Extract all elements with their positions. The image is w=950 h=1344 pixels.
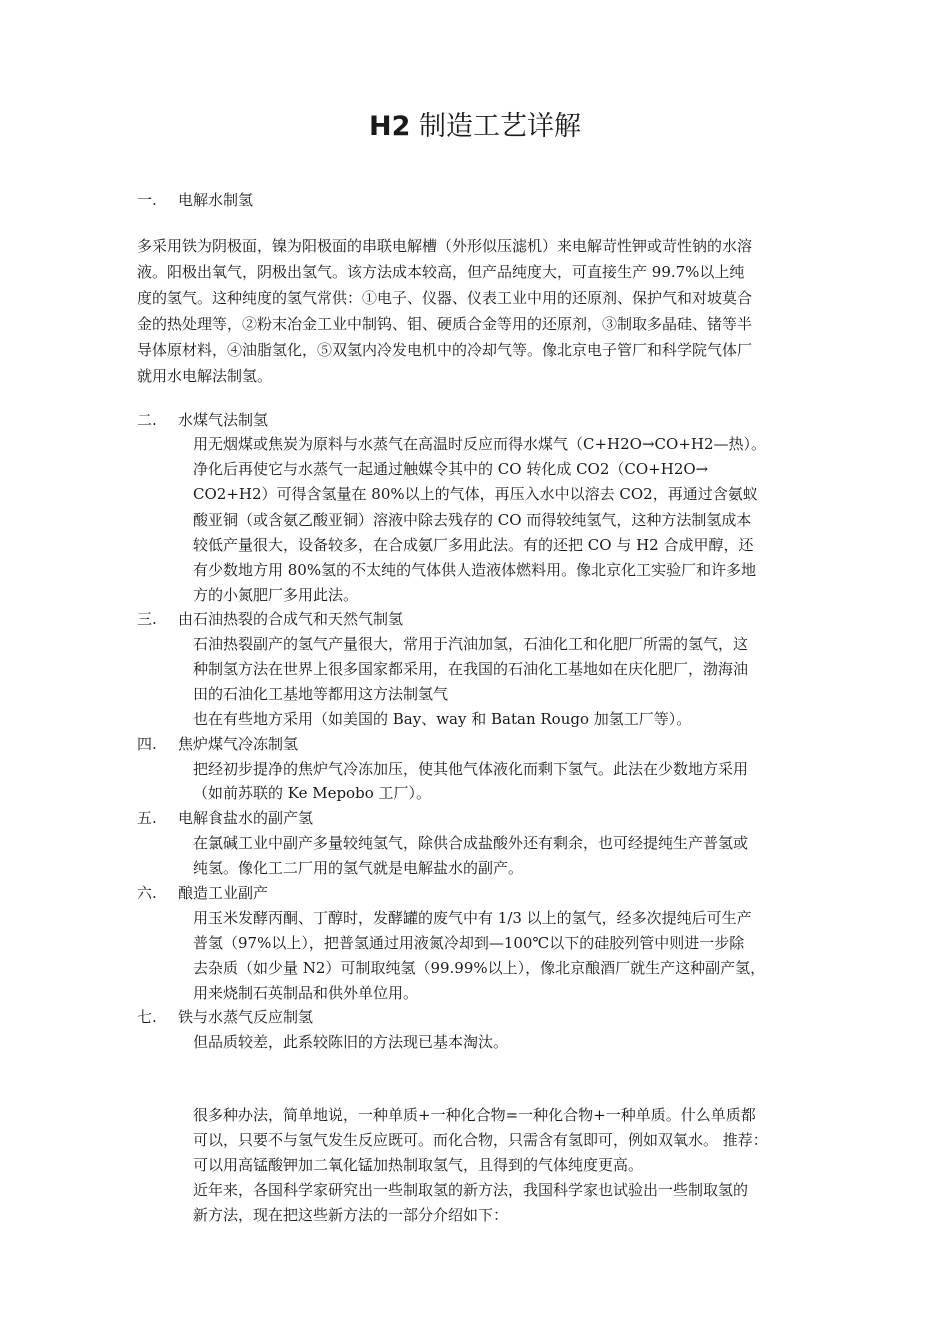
- page-title: [0, 104, 950, 143]
- section-2-line: 酸亚铜（或含氨乙酸亚铜）溶液中除去残存的 CO 而得较纯氢气，这种方法制氢成本: [193, 511, 752, 529]
- section-6-line: 普氢（97%以上），把普氢通过用液氮冷却到—100℃以下的硅胶列管中则进一步除: [193, 934, 745, 952]
- section-2-line: CO2+H2）可得含氢量在 80%以上的气体，再压入水中以溶去 CO2，再通过含氨蚁: [193, 485, 758, 503]
- extra-line: 可以用高锰酸钾加二氧化锰加热制取氢气，且得到的气体纯度更高。: [193, 1156, 644, 1174]
- section-5-heading: 电解食盐水的副产氢: [178, 809, 314, 827]
- section-6-number: 六.: [137, 884, 157, 902]
- extra-line: 近年来，各国科学家研究出一些制取氢的新方法，我国科学家也试验出一些制取氢的: [193, 1181, 749, 1199]
- section-6-line: 用玉米发酵丙酮、丁醇时，发酵罐的废气中有 1/3 以上的氢气，经多次提纯后可生产: [193, 909, 752, 927]
- title-bold: H2: [369, 111, 411, 142]
- section-1-line: 度的氢气。这种纯度的氢气常供：①电子、仪器、仪表工业中用的还原剂、保护气和对坡莫合: [137, 289, 753, 307]
- section-2-line: 有少数地方用 80%氢的不太纯的气体供人造液体燃料用。像北京化工实验厂和许多地: [193, 561, 757, 579]
- section-1-line: 液。阳极出氧气，阴极出氢气。该方法成本较高，但产品纯度大，可直接生产 99.7%以上纯: [137, 263, 745, 281]
- section-1-line: 金的热处理等，②粉末冶金工业中制钨、钼、硬质合金等用的还原剂，③制取多晶硅、锗等半: [137, 315, 753, 333]
- section-5-number: 五.: [137, 809, 157, 827]
- section-1-line: 多采用铁为阴极面，镍为阳极面的串联电解槽（外形似压滤机）来电解苛性钾或苛性钠的水溶: [137, 237, 753, 255]
- section-2-line: 方的小氮肥厂多用此法。: [193, 586, 359, 604]
- section-2-heading: 水煤气法制氢: [178, 411, 269, 429]
- section-7-number: 七.: [137, 1008, 157, 1026]
- section-1-line: 就用水电解法制氢。: [137, 367, 273, 385]
- section-6-line: 用来烧制石英制品和供外单位用。: [193, 984, 419, 1002]
- extra-line: 新方法，现在把这些新方法的一部分介绍如下：: [193, 1206, 509, 1224]
- section-4-number: 四.: [137, 735, 157, 753]
- title-text: 制造工艺详解: [410, 111, 581, 142]
- section-1-heading: 电解水制氢: [178, 191, 254, 209]
- section-4-line: （如前苏联的 Ke Mepobo 工厂）。: [193, 784, 431, 802]
- section-7-heading: 铁与水蒸气反应制氢: [178, 1008, 314, 1026]
- section-1-line: 导体原材料，④油脂氢化，⑤双氢内冷发电机中的冷却气等。像北京电子管厂和科学院气体厂: [137, 341, 753, 359]
- section-3-line: 石油热裂副产的氢气产量很大，常用于汽油加氢，石油化工和化肥厂所需的氢气，这: [193, 635, 749, 653]
- section-3-line: 也在有些地方采用（如美国的 Bay、way 和 Batan Rougo 加氢工厂等）。: [193, 710, 692, 728]
- section-2-line: 净化后再使它与水蒸气一起通过触媒令其中的 CO 转化成 CO2（CO+H2O→: [193, 460, 709, 478]
- section-2-number: 二.: [137, 411, 157, 429]
- section-7-line: 但品质较差，此系较陈旧的方法现已基本淘汰。: [193, 1033, 509, 1051]
- section-3-line: 种制氢方法在世界上很多国家都采用，在我国的石油化工基地如在庆化肥厂，渤海油: [193, 660, 749, 678]
- section-1-number: 一.: [137, 191, 157, 209]
- extra-line: 可以，只要不与氢气发生反应既可。而化合物，只需含有氢即可，例如双氧水。 推荐：: [193, 1131, 768, 1149]
- section-2-line: 较低产量很大，设备较多，在合成氨厂多用此法。有的还把 CO 与 H2 合成甲醇，还: [193, 536, 754, 554]
- extra-line: 很多种办法，简单地说，一种单质+一种化合物=一种化合物+一种单质。什么单质都: [193, 1106, 756, 1124]
- section-2-line: 用无烟煤或焦炭为原料与水蒸气在高温时反应而得水煤气（C+H2O→CO+H2—热）。: [193, 435, 767, 453]
- section-5-line: 纯氢。像化工二厂用的氢气就是电解盐水的副产。: [193, 859, 524, 877]
- section-6-line: 去杂质（如少量 N2）可制取纯氢（99.99%以上），像北京酿酒厂就生产这种副产氢，: [193, 959, 766, 977]
- section-5-line: 在氯碱工业中副产多量较纯氢气，除供合成盐酸外还有剩余，也可经提纯生产普氢或: [193, 834, 749, 852]
- section-6-heading: 酿造工业副产: [178, 884, 269, 902]
- section-3-line: 田的石油化工基地等都用这方法制氢气: [193, 685, 449, 703]
- section-4-line: 把经初步提净的焦炉气冷冻加压，使其他气体液化而剩下氢气。此法在少数地方采用: [193, 760, 749, 778]
- section-3-heading: 由石油热裂的合成气和天然气制氢: [178, 610, 404, 628]
- section-3-number: 三.: [137, 610, 157, 628]
- section-4-heading: 焦炉煤气冷冻制氢: [178, 735, 299, 753]
